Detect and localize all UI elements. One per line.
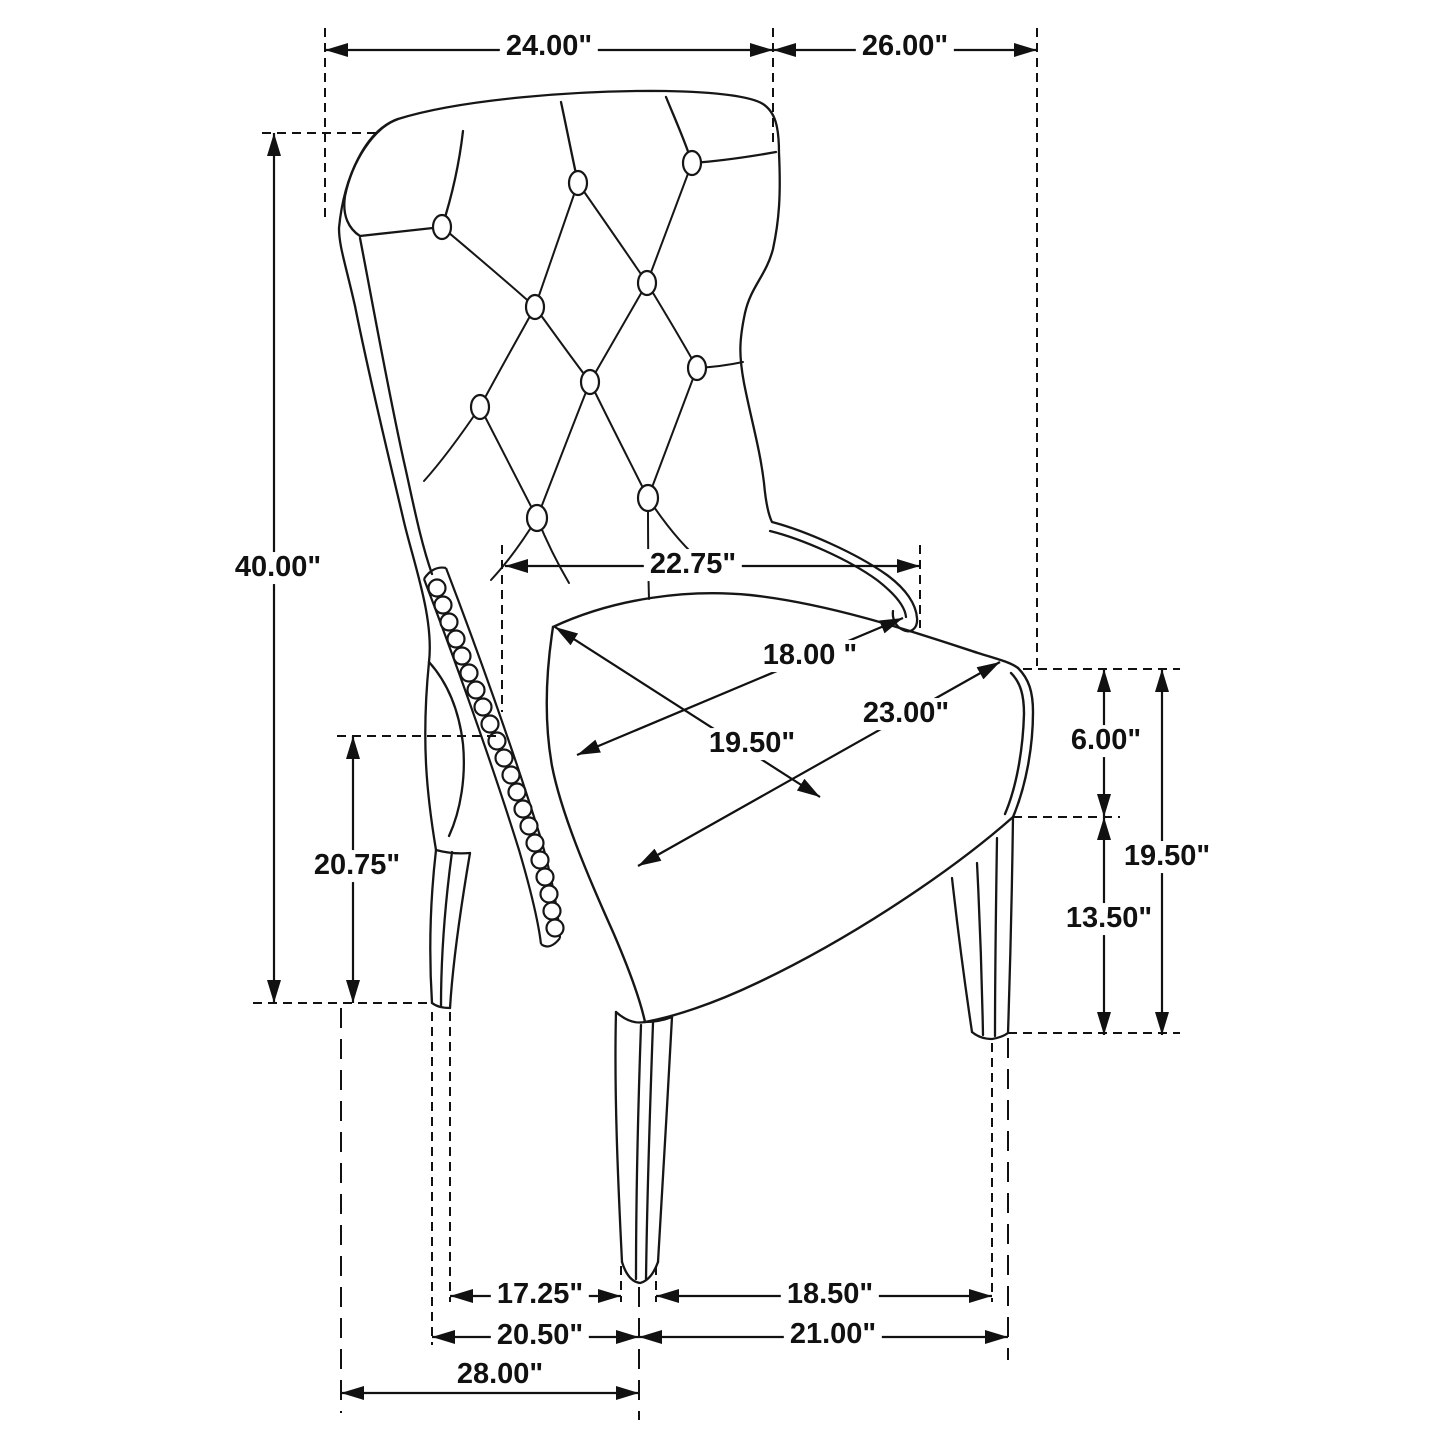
- dim-label-13-50: 13.50": [1060, 903, 1158, 935]
- dim-label-40: 40.00": [229, 552, 327, 584]
- dim-label-20-75: 20.75": [308, 850, 406, 882]
- dim-label-21: 21.00": [784, 1319, 882, 1351]
- dim-label-18-50: 18.50": [781, 1279, 879, 1311]
- nailhead-trim: [424, 568, 564, 947]
- dimension-lines: [274, 50, 1162, 1393]
- centerlines: [341, 1008, 1008, 1420]
- chair-legs: [430, 817, 1013, 1283]
- dim-label-18: 18.00 ": [757, 640, 863, 672]
- chair-back: [339, 91, 917, 850]
- dim-label-17-25: 17.25": [491, 1279, 589, 1311]
- dim-label-26: 26.00": [856, 31, 954, 63]
- dim-label-22-75: 22.75": [644, 549, 742, 581]
- dim-label-24: 24.00": [500, 31, 598, 63]
- dim-label-20-50: 20.50": [491, 1320, 589, 1352]
- extension-lines: [253, 28, 1180, 1345]
- dim-label-19-50-height: 19.50": [1118, 841, 1216, 873]
- dim-label-23: 23.00": [857, 698, 955, 730]
- dim-label-19-50-seat: 19.50": [703, 728, 801, 760]
- dim-label-6: 6.00": [1065, 725, 1147, 757]
- dim-label-28: 28.00": [451, 1359, 549, 1391]
